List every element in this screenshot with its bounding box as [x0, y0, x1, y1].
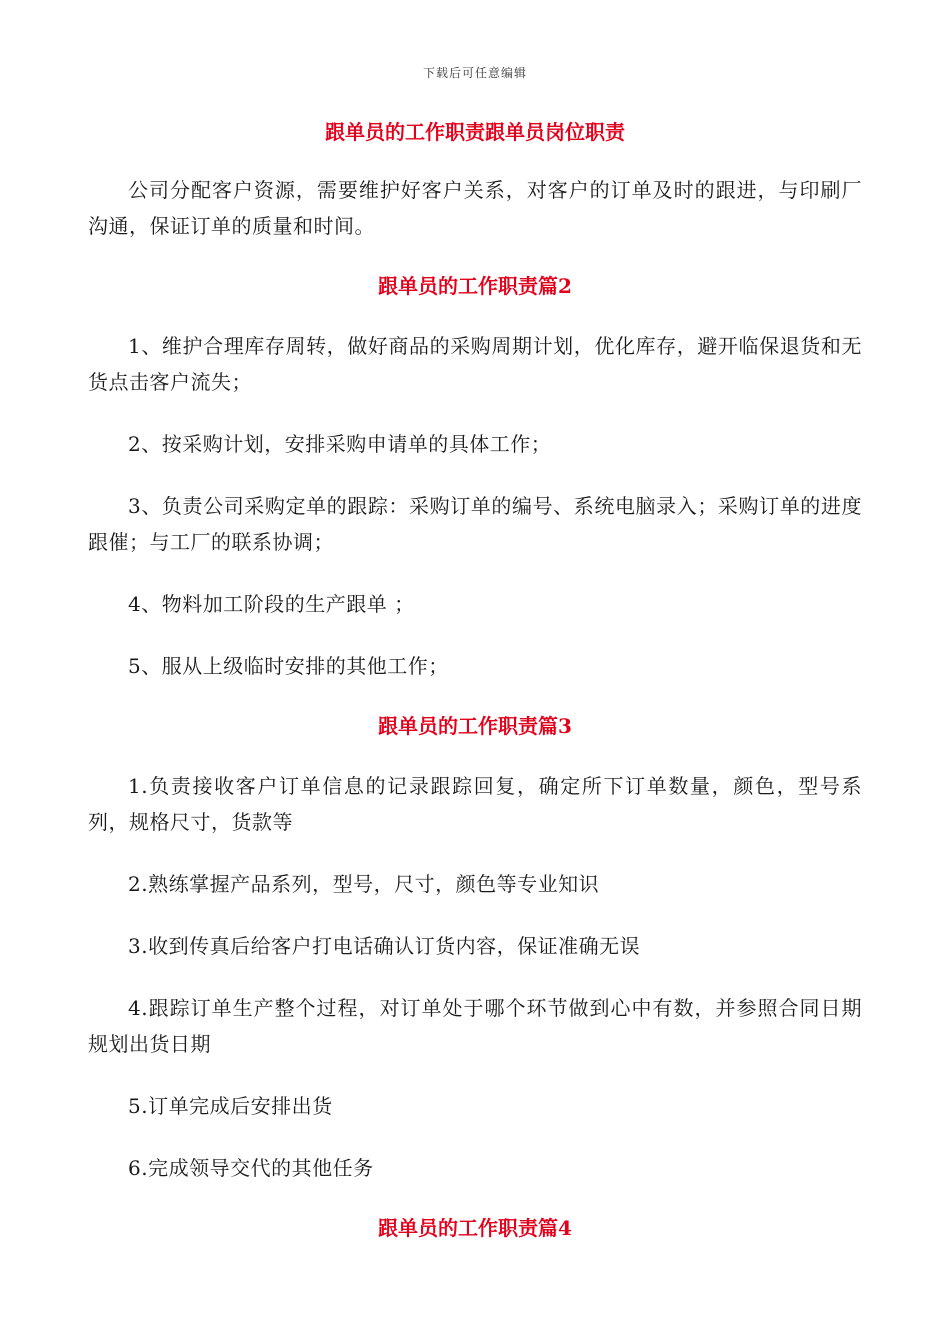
page-header-note: 下载后可任意编辑	[422, 66, 527, 80]
section-3-item: 3.收到传真后给客户打电话确认订货内容，保证准确无误	[128, 934, 641, 958]
section-3-item: 5.订单完成后安排出货	[128, 1094, 333, 1118]
section-2-item: 1、维护合理库存周转，做好商品的采购周期计划，优化库存，避开临保退货和无货点击客户流失；	[88, 334, 862, 394]
intro-paragraph: 公司分配客户资源，需要维护好客户关系，对客户的订单及时的跟进，与印刷厂沟通，保证订单的质量和时间。	[88, 178, 862, 238]
section-2-item: 3、负责公司采购定单的跟踪：采购订单的编号、系统电脑录入；采购订单的进度跟催；与工厂的联系协调；	[88, 494, 862, 554]
section-4-heading: 跟单员的工作职责篇4	[378, 1216, 572, 1240]
section-2-item: 5、服从上级临时安排的其他工作；	[128, 654, 449, 678]
section-2-heading: 跟单员的工作职责篇2	[378, 274, 572, 298]
section-2-item: 2、按采购计划，安排采购申请单的具体工作；	[128, 432, 552, 456]
section-3-item: 2.熟练掌握产品系列，型号，尺寸，颜色等专业知识	[128, 872, 600, 896]
document-title: 跟单员的工作职责跟单员岗位职责	[325, 120, 625, 144]
section-3-heading: 跟单员的工作职责篇3	[378, 714, 572, 738]
section-3-item: 6.完成领导交代的其他任务	[128, 1156, 374, 1180]
document-body	[88, 118, 862, 1270]
section-3-item: 4.跟踪订单生产整个过程，对订单处于哪个环节做到心中有数，并参照合同日期规划出货日期	[88, 996, 862, 1056]
section-2-item: 4、物料加工阶段的生产跟单 ；	[128, 592, 415, 616]
section-3-item: 1.负责接收客户订单信息的记录跟踪回复，确定所下订单数量，颜色，型号系列，规格尺寸，货款等	[88, 774, 862, 834]
